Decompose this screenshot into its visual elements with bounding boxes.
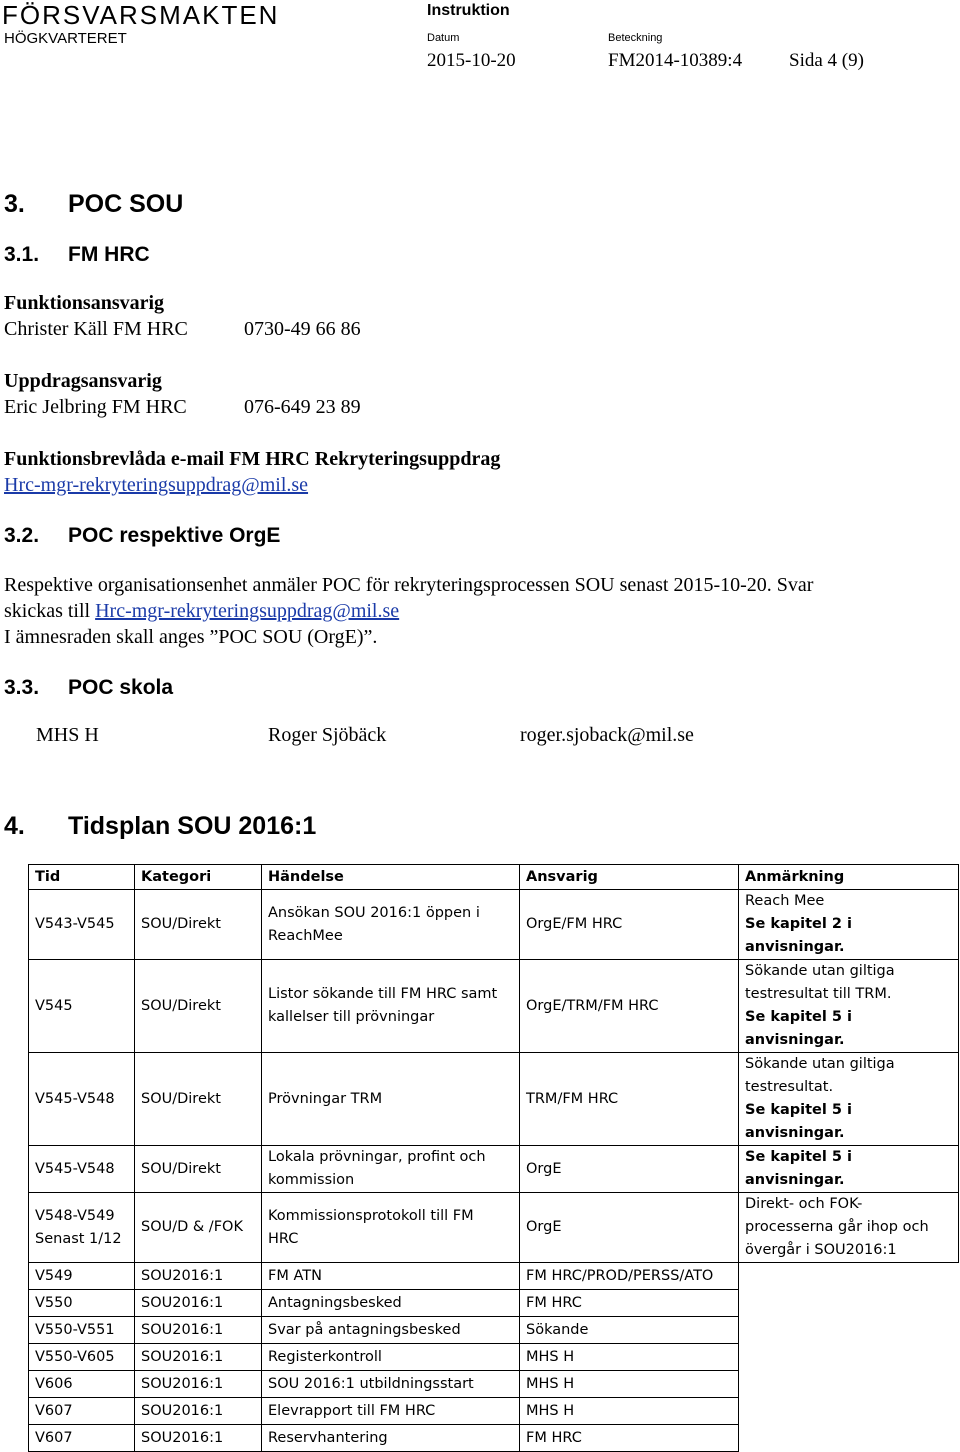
cell-text: Direkt- och FOK- (745, 1196, 863, 1212)
cell-kategori: SOU/Direkt (135, 960, 262, 1053)
cell-text: Lokala prövningar, profint och (268, 1149, 486, 1165)
cell-handelse: FM ATN (262, 1263, 520, 1290)
cell-text: kallelser till prövningar (268, 1009, 435, 1025)
cell-empty (739, 1263, 959, 1290)
cell-ansvarig: OrgE (520, 1193, 739, 1263)
cell-tid: V550-V605 (29, 1344, 135, 1371)
cell-ansvarig: OrgE/TRM/FM HRC (520, 960, 739, 1053)
table-header-row (29, 865, 959, 890)
cell-empty (739, 1371, 959, 1398)
cell-handelse: Registerkontroll (262, 1344, 520, 1371)
table-row (29, 1398, 959, 1425)
cell-anmarkning: Se kapitel 5 i anvisningar. (739, 1146, 959, 1193)
cell-handelse (262, 890, 520, 960)
cell-kategori: SOU2016:1 (135, 1398, 262, 1425)
cell-tid: V549 (29, 1263, 135, 1290)
function-responsible-label: Funktionsansvarig (4, 292, 165, 314)
cell-handelse: Reservhantering (262, 1425, 520, 1452)
poc-instruction-line3: I ämnesraden skall anges ”POC SOU (OrgE)”. (4, 626, 378, 648)
table-row (29, 1146, 959, 1193)
assignment-responsible-name: Eric Jelbring FM HRC (4, 396, 187, 418)
page-number: Sida 4 (9) (789, 50, 864, 71)
cell-tid: V550-V551 (29, 1317, 135, 1344)
poc-instruction-text: skickas till (4, 600, 96, 622)
cell-tid: V607 (29, 1398, 135, 1425)
section-title: FM HRC (68, 243, 150, 266)
cell-anmarkning (739, 1193, 959, 1263)
poc-email-link[interactable]: Hrc-mgr-rekryteringsuppdrag@mil.se (95, 600, 400, 622)
cell-text: Sökande utan giltiga (745, 963, 895, 979)
cell-ansvarig: MHS H (520, 1398, 739, 1425)
cell-tid: V606 (29, 1371, 135, 1398)
cell-empty (739, 1398, 959, 1425)
section-title: POC skola (68, 676, 174, 699)
cell-handelse: Antagningsbesked (262, 1290, 520, 1317)
cell-text: Listor sökande till FM HRC samt (268, 986, 498, 1002)
cell-text: Se kapitel 5 i anvisningar. (745, 1102, 852, 1141)
cell-handelse: SOU 2016:1 utbildningsstart (262, 1371, 520, 1398)
section-number: 3. (4, 190, 25, 218)
cell-empty (739, 1317, 959, 1344)
table-row (29, 960, 959, 1053)
date-label: Datum (427, 32, 460, 44)
cell-text: ReachMee (268, 927, 343, 944)
reference-label: Beteckning (608, 32, 663, 44)
cell-text: Ansökan SOU 2016:1 öppen i (268, 904, 480, 921)
poc-instruction-line2 (4, 600, 399, 623)
cell-text: kommission (268, 1172, 355, 1188)
cell-handelse: Svar på antagningsbesked (262, 1317, 520, 1344)
cell-tid: V607 (29, 1425, 135, 1452)
table-row (29, 1344, 959, 1371)
section-3-heading (4, 190, 183, 219)
cell-kategori: SOU/Direkt (135, 1146, 262, 1193)
cell-ansvarig: FM HRC (520, 1290, 739, 1317)
column-header-kategori: Kategori (135, 865, 262, 890)
cell-ansvarig: MHS H (520, 1344, 739, 1371)
section-3-3-heading (4, 676, 173, 700)
cell-empty (739, 1344, 959, 1371)
cell-text: HRC (268, 1230, 299, 1247)
cell-text: testresultat till TRM. (745, 986, 892, 1002)
school-unit: MHS H (36, 724, 99, 746)
cell-text: V548-V549 (35, 1207, 115, 1224)
function-responsible-name: Christer Käll FM HRC (4, 318, 188, 340)
org-logo: FÖRSVARSMAKTEN (2, 0, 280, 30)
cell-text: Kommissionsprotokoll till FM (268, 1207, 474, 1224)
cell-kategori: SOU2016:1 (135, 1317, 262, 1344)
document-type: Instruktion (427, 2, 510, 19)
cell-tid: V545-V548 (29, 1053, 135, 1146)
cell-anmarkning (739, 890, 959, 960)
cell-text: Reach Mee (745, 893, 825, 909)
school-contact-name: Roger Sjöbäck (268, 724, 387, 746)
cell-ansvarig: Sökande (520, 1317, 739, 1344)
cell-text: processerna går ihop och (745, 1219, 929, 1235)
cell-kategori: SOU/D & /FOK (135, 1193, 262, 1263)
cell-text: Se kapitel 2 i anvisningar. (745, 916, 852, 955)
cell-kategori: SOU2016:1 (135, 1263, 262, 1290)
column-header-handelse: Händelse (262, 865, 520, 890)
poc-instruction-line1: Respektive organisationsenhet anmäler POC för rekryteringsprocessen SOU senast 2015-10-20. Svar (4, 574, 814, 596)
section-number: 4. (4, 812, 25, 840)
schedule-table (28, 864, 959, 1452)
mailbox-label: Funktionsbrevlåda e-mail FM HRC Rekryteringsuppdrag (4, 448, 501, 470)
section-3-2-heading (4, 524, 280, 548)
cell-handelse (262, 1146, 520, 1193)
table-row (29, 1371, 959, 1398)
section-title: Tidsplan SOU 2016:1 (68, 812, 317, 840)
column-header-anmarkning: Anmärkning (739, 865, 959, 890)
school-contact-email: roger.sjoback@mil.se (520, 724, 694, 746)
section-3-1-heading (4, 243, 150, 267)
section-number: 3.2. (4, 524, 40, 547)
cell-kategori: SOU2016:1 (135, 1425, 262, 1452)
cell-tid (29, 1193, 135, 1263)
cell-ansvarig: OrgE (520, 1146, 739, 1193)
cell-ansvarig: MHS H (520, 1371, 739, 1398)
cell-empty (739, 1290, 959, 1317)
cell-kategori: SOU/Direkt (135, 890, 262, 960)
table-row (29, 890, 959, 960)
cell-text: Se kapitel 5 i anvisningar. (745, 1009, 852, 1048)
section-number: 3.3. (4, 676, 40, 699)
cell-handelse (262, 960, 520, 1053)
cell-ansvarig: TRM/FM HRC (520, 1053, 739, 1146)
column-header-tid: Tid (29, 865, 135, 890)
cell-text: övergår i SOU2016:1 (745, 1242, 897, 1258)
cell-anmarkning (739, 1053, 959, 1146)
table-row (29, 1193, 959, 1263)
section-4-heading (4, 812, 316, 841)
document-reference: FM2014-10389:4 (608, 50, 743, 71)
section-title: POC SOU (68, 190, 184, 218)
cell-tid: V545-V548 (29, 1146, 135, 1193)
section-number: 3.1. (4, 243, 40, 266)
column-header-ansvarig: Ansvarig (520, 865, 739, 890)
cell-tid: V543-V545 (29, 890, 135, 960)
cell-handelse: Prövningar TRM (262, 1053, 520, 1146)
assignment-responsible-label: Uppdragsansvarig (4, 370, 162, 392)
cell-tid: V545 (29, 960, 135, 1053)
mailbox-email-link[interactable]: Hrc-mgr-rekryteringsuppdrag@mil.se (4, 474, 309, 496)
cell-text: Senast 1/12 (35, 1230, 122, 1247)
assignment-responsible-phone: 076-649 23 89 (244, 396, 361, 418)
table-row (29, 1290, 959, 1317)
section-title: POC respektive OrgE (68, 524, 281, 547)
cell-kategori: SOU2016:1 (135, 1371, 262, 1398)
cell-kategori: SOU2016:1 (135, 1290, 262, 1317)
cell-text: Sökande utan giltiga (745, 1056, 895, 1072)
table-row (29, 1053, 959, 1146)
cell-ansvarig: OrgE/FM HRC (520, 890, 739, 960)
cell-kategori: SOU/Direkt (135, 1053, 262, 1146)
table-row (29, 1263, 959, 1290)
cell-handelse: Elevrapport till FM HRC (262, 1398, 520, 1425)
document-date: 2015-10-20 (427, 50, 516, 71)
unit-name: HÖGKVARTERET (4, 30, 127, 47)
cell-tid: V550 (29, 1290, 135, 1317)
table-row (29, 1317, 959, 1344)
function-responsible-phone: 0730-49 66 86 (244, 318, 361, 340)
cell-text: testresultat. (745, 1079, 834, 1095)
table-row (29, 1425, 959, 1452)
cell-kategori: SOU2016:1 (135, 1344, 262, 1371)
cell-handelse (262, 1193, 520, 1263)
cell-empty (739, 1425, 959, 1452)
cell-anmarkning (739, 960, 959, 1053)
cell-ansvarig: FM HRC/PROD/PERSS/ATO (520, 1263, 739, 1290)
cell-ansvarig: FM HRC (520, 1425, 739, 1452)
